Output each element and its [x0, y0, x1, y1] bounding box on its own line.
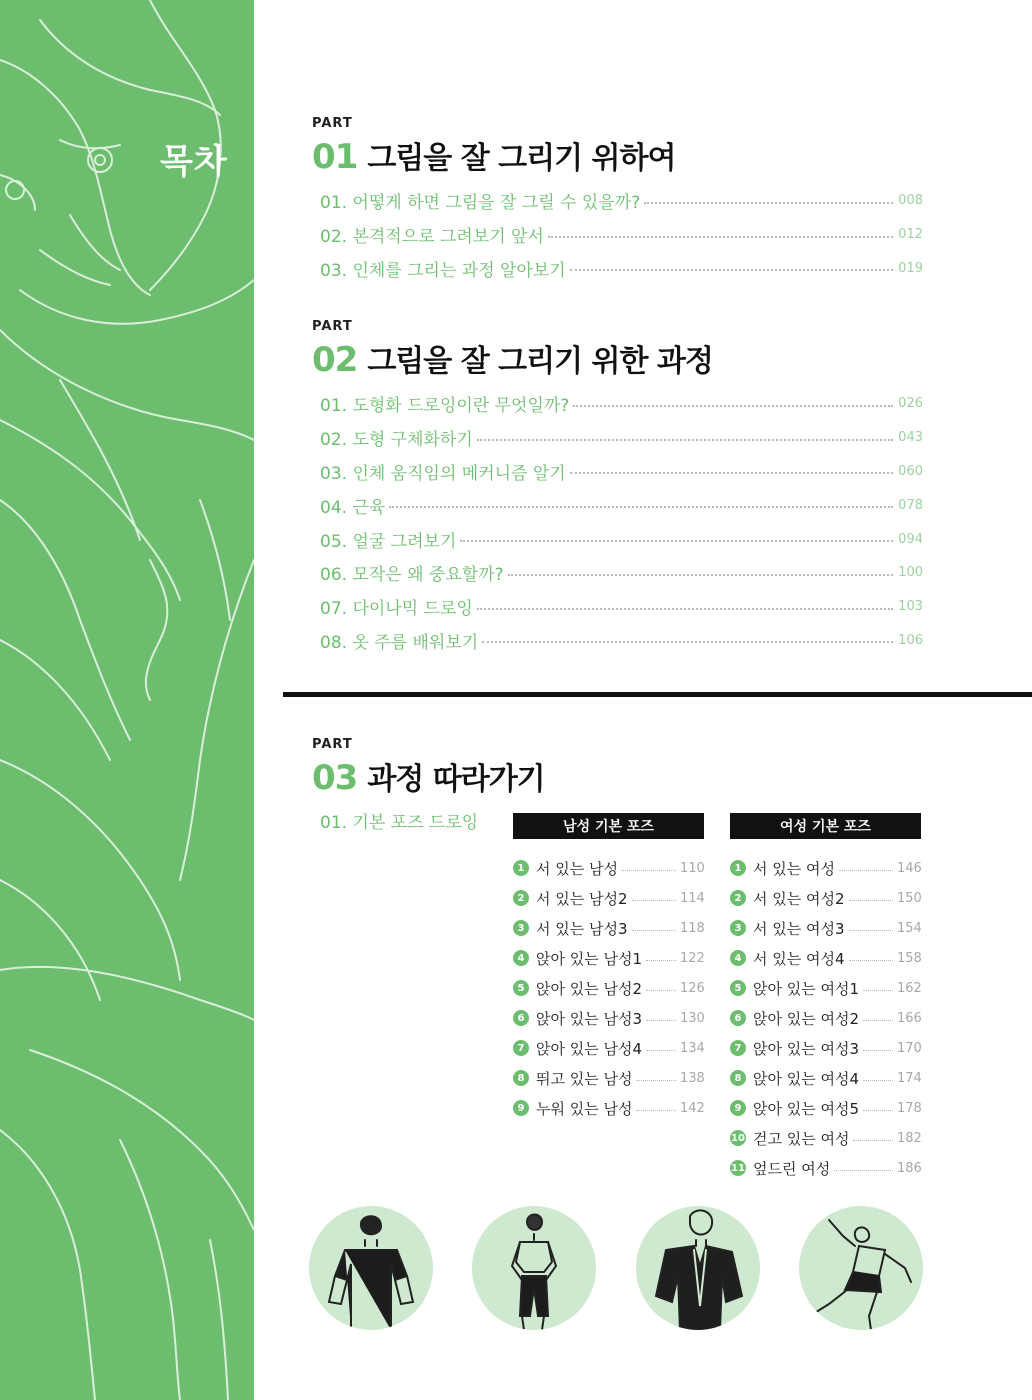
pose-page: 114 — [680, 890, 705, 906]
entry-page: 008 — [898, 193, 923, 209]
number-badge: 7 — [513, 1040, 529, 1056]
entry-page: 100 — [898, 565, 923, 581]
pose-label: 서 있는 여성4 — [753, 949, 845, 968]
entry-label: 02. 본격적으로 그려보기 앞서 — [320, 227, 544, 248]
number-badge: 6 — [513, 1010, 529, 1026]
part-tag: PART — [312, 319, 353, 334]
number-badge: 8 — [513, 1070, 529, 1086]
section-divider — [283, 692, 1032, 697]
pose-label: 앉아 있는 여성4 — [753, 1069, 860, 1088]
number-badge: 2 — [730, 890, 746, 906]
pose-page: 142 — [680, 1100, 705, 1116]
entry-label: 03. 인체를 그리는 과정 알아보기 — [320, 260, 566, 281]
entry-page: 094 — [898, 531, 923, 547]
number-badge: 5 — [513, 980, 529, 996]
leader-dots — [863, 990, 893, 991]
entry-page: 078 — [898, 497, 923, 513]
toc-entry[interactable] — [320, 590, 923, 624]
leader-dots — [573, 405, 893, 407]
pose-label: 앉아 있는 여성5 — [753, 1099, 860, 1118]
toc-entry[interactable] — [320, 455, 923, 489]
leader-dots — [646, 960, 676, 961]
pose-item[interactable] — [513, 1093, 704, 1123]
pose-page: 166 — [897, 1010, 922, 1026]
leader-dots — [646, 1050, 676, 1051]
entry-label: 01. 도형화 드로잉이란 무엇일까? — [320, 396, 570, 417]
part-02-entries — [320, 387, 923, 657]
pose-page: 170 — [897, 1040, 922, 1056]
part-02-header — [312, 319, 713, 380]
illustration-dynamic-woman — [799, 1206, 923, 1330]
pose-item[interactable] — [513, 973, 704, 1003]
entry-label: 05. 얼굴 그려보기 — [320, 531, 457, 552]
toc-label: 목차 — [160, 142, 228, 182]
entry-page: 106 — [898, 632, 923, 648]
leader-dots — [477, 608, 893, 610]
pose-label: 서 있는 여성3 — [753, 919, 845, 938]
pose-item[interactable] — [513, 943, 704, 973]
male-poses-header: 남성 기본 포즈 — [513, 813, 704, 839]
entry-label: 07. 다이나믹 드로잉 — [320, 599, 473, 620]
pose-page: 110 — [680, 860, 705, 876]
pose-label: 앉아 있는 남성2 — [536, 979, 643, 998]
pose-page: 186 — [897, 1160, 922, 1176]
leader-dots — [632, 900, 676, 901]
pose-label: 뛰고 있는 남성 — [536, 1069, 633, 1088]
pose-item[interactable] — [730, 1093, 921, 1123]
pose-item[interactable] — [513, 1063, 704, 1093]
leader-dots — [632, 930, 676, 931]
toc-entry[interactable] — [320, 252, 923, 286]
pose-page: 126 — [680, 980, 705, 996]
leader-dots — [636, 1110, 676, 1111]
pose-label: 누워 있는 남성 — [536, 1099, 633, 1118]
pose-item[interactable] — [730, 913, 921, 943]
leader-dots — [477, 439, 893, 441]
entry-label: 01. 어떻게 하면 그림을 잘 그릴 수 있을까? — [320, 193, 641, 214]
toc-entry[interactable] — [320, 421, 923, 455]
part-title: 그림을 잘 그리기 위한 과정 — [367, 344, 713, 379]
part-number: 01 — [312, 137, 358, 177]
female-poses-header: 여성 기본 포즈 — [730, 813, 921, 839]
leader-dots — [570, 269, 893, 271]
toc-entry-basic-pose[interactable]: 01. 기본 포즈 드로잉 — [320, 813, 479, 833]
pose-item[interactable] — [513, 883, 704, 913]
pose-item[interactable] — [730, 1033, 921, 1063]
leader-dots — [482, 641, 893, 643]
part-number: 02 — [312, 340, 358, 380]
pose-item[interactable] — [513, 1003, 704, 1033]
leader-dots — [570, 472, 893, 474]
leader-dots — [389, 506, 893, 508]
illustration-standing-woman — [472, 1206, 596, 1330]
entry-label: 04. 근육 — [320, 497, 386, 518]
number-badge: 3 — [730, 920, 746, 936]
toc-entry[interactable] — [320, 218, 923, 252]
number-badge: 4 — [513, 950, 529, 966]
leader-dots — [636, 1080, 676, 1081]
leader-dots — [849, 900, 893, 901]
entry-page: 019 — [898, 260, 923, 276]
number-badge: 10 — [730, 1130, 746, 1146]
number-badge: 9 — [730, 1100, 746, 1116]
toc-entry[interactable] — [320, 184, 923, 218]
pose-label: 서 있는 남성 — [536, 859, 618, 878]
sidebar-illustration — [0, 0, 254, 1400]
toc-entry[interactable] — [320, 556, 923, 590]
pose-label: 앉아 있는 여성3 — [753, 1039, 860, 1058]
toc-entry[interactable] — [320, 522, 923, 556]
number-badge: 5 — [730, 980, 746, 996]
entry-page: 026 — [898, 396, 923, 412]
entry-label: 08. 옷 주름 배워보기 — [320, 632, 479, 653]
pose-page: 174 — [897, 1070, 922, 1086]
pose-label: 서 있는 여성2 — [753, 889, 845, 908]
leader-dots — [863, 1020, 893, 1021]
illustration-jacket-man — [636, 1206, 760, 1330]
pose-page: 154 — [897, 920, 922, 936]
pose-label: 앉아 있는 남성3 — [536, 1009, 643, 1028]
pose-page: 150 — [897, 890, 922, 906]
pose-page: 138 — [680, 1070, 705, 1086]
leader-dots — [863, 1110, 893, 1111]
part-01-entries — [320, 184, 923, 285]
pose-item[interactable] — [730, 1003, 921, 1033]
pose-item[interactable] — [513, 853, 704, 883]
leader-dots — [508, 574, 893, 576]
number-badge: 2 — [513, 890, 529, 906]
number-badge: 9 — [513, 1100, 529, 1116]
pose-label: 앉아 있는 여성2 — [753, 1009, 860, 1028]
number-badge: 6 — [730, 1010, 746, 1026]
leader-dots — [849, 960, 893, 961]
entry-page: 103 — [898, 599, 923, 615]
leader-dots — [863, 1050, 893, 1051]
female-poses-column — [730, 813, 921, 1183]
pose-label: 앉아 있는 남성1 — [536, 949, 643, 968]
pose-page: 158 — [897, 950, 922, 966]
part-tag: PART — [312, 737, 353, 752]
pose-item[interactable] — [730, 1063, 921, 1093]
pose-label: 서 있는 남성3 — [536, 919, 628, 938]
pose-item[interactable] — [730, 1123, 921, 1153]
pose-item[interactable] — [730, 973, 921, 1003]
part-title: 그림을 잘 그리기 위하여 — [367, 141, 676, 176]
toc-entry[interactable] — [320, 488, 923, 522]
entry-label: 03. 인체 움직임의 메커니즘 알기 — [320, 463, 566, 484]
number-badge: 11 — [730, 1160, 746, 1176]
pose-label: 서 있는 남성2 — [536, 889, 628, 908]
entry-page: 012 — [898, 227, 923, 243]
pose-label: 걷고 있는 여성 — [753, 1129, 850, 1148]
leader-dots — [460, 540, 893, 542]
leader-dots — [849, 930, 893, 931]
part-number: 03 — [312, 758, 358, 798]
number-badge: 7 — [730, 1040, 746, 1056]
leader-dots — [853, 1140, 893, 1141]
leader-dots — [644, 202, 893, 204]
leader-dots — [622, 870, 676, 871]
leader-dots — [646, 990, 676, 991]
pose-label: 앉아 있는 남성4 — [536, 1039, 643, 1058]
pose-page: 182 — [897, 1130, 922, 1146]
pose-item[interactable] — [513, 913, 704, 943]
part-tag: PART — [312, 116, 353, 131]
part-01-header — [312, 116, 675, 177]
entry-page: 043 — [898, 430, 923, 446]
part-03-header — [312, 737, 545, 798]
number-badge: 4 — [730, 950, 746, 966]
illustration-standing-man — [309, 1206, 433, 1330]
pose-page: 178 — [897, 1100, 922, 1116]
pose-page: 134 — [680, 1040, 705, 1056]
pose-item[interactable] — [730, 853, 921, 883]
lineart-figure-illustration — [0, 0, 254, 1400]
pose-label: 서 있는 여성 — [753, 859, 835, 878]
number-badge: 1 — [730, 860, 746, 876]
toc-entry[interactable] — [320, 624, 923, 658]
leader-dots — [646, 1020, 676, 1021]
male-poses-column — [513, 813, 704, 1123]
leader-dots — [863, 1080, 893, 1081]
number-badge: 3 — [513, 920, 529, 936]
pose-page: 122 — [680, 950, 705, 966]
toc-entry[interactable] — [320, 387, 923, 421]
pose-label: 엎드린 여성 — [753, 1159, 831, 1178]
leader-dots — [548, 236, 893, 238]
leader-dots — [834, 1170, 893, 1171]
number-badge: 1 — [513, 860, 529, 876]
entry-label: 02. 도형 구체화하기 — [320, 430, 473, 451]
entry-label: 06. 모작은 왜 중요할까? — [320, 565, 504, 586]
pose-page: 130 — [680, 1010, 705, 1026]
pose-page: 162 — [897, 980, 922, 996]
pose-page: 146 — [897, 860, 922, 876]
pose-item[interactable] — [513, 1033, 704, 1063]
leader-dots — [839, 870, 893, 871]
number-badge: 8 — [730, 1070, 746, 1086]
pose-item[interactable] — [730, 1153, 921, 1183]
pose-label: 앉아 있는 여성1 — [753, 979, 860, 998]
pose-item[interactable] — [730, 883, 921, 913]
pose-item[interactable] — [730, 943, 921, 973]
pose-page: 118 — [680, 920, 705, 936]
entry-page: 060 — [898, 463, 923, 479]
part-title: 과정 따라가기 — [367, 762, 545, 797]
